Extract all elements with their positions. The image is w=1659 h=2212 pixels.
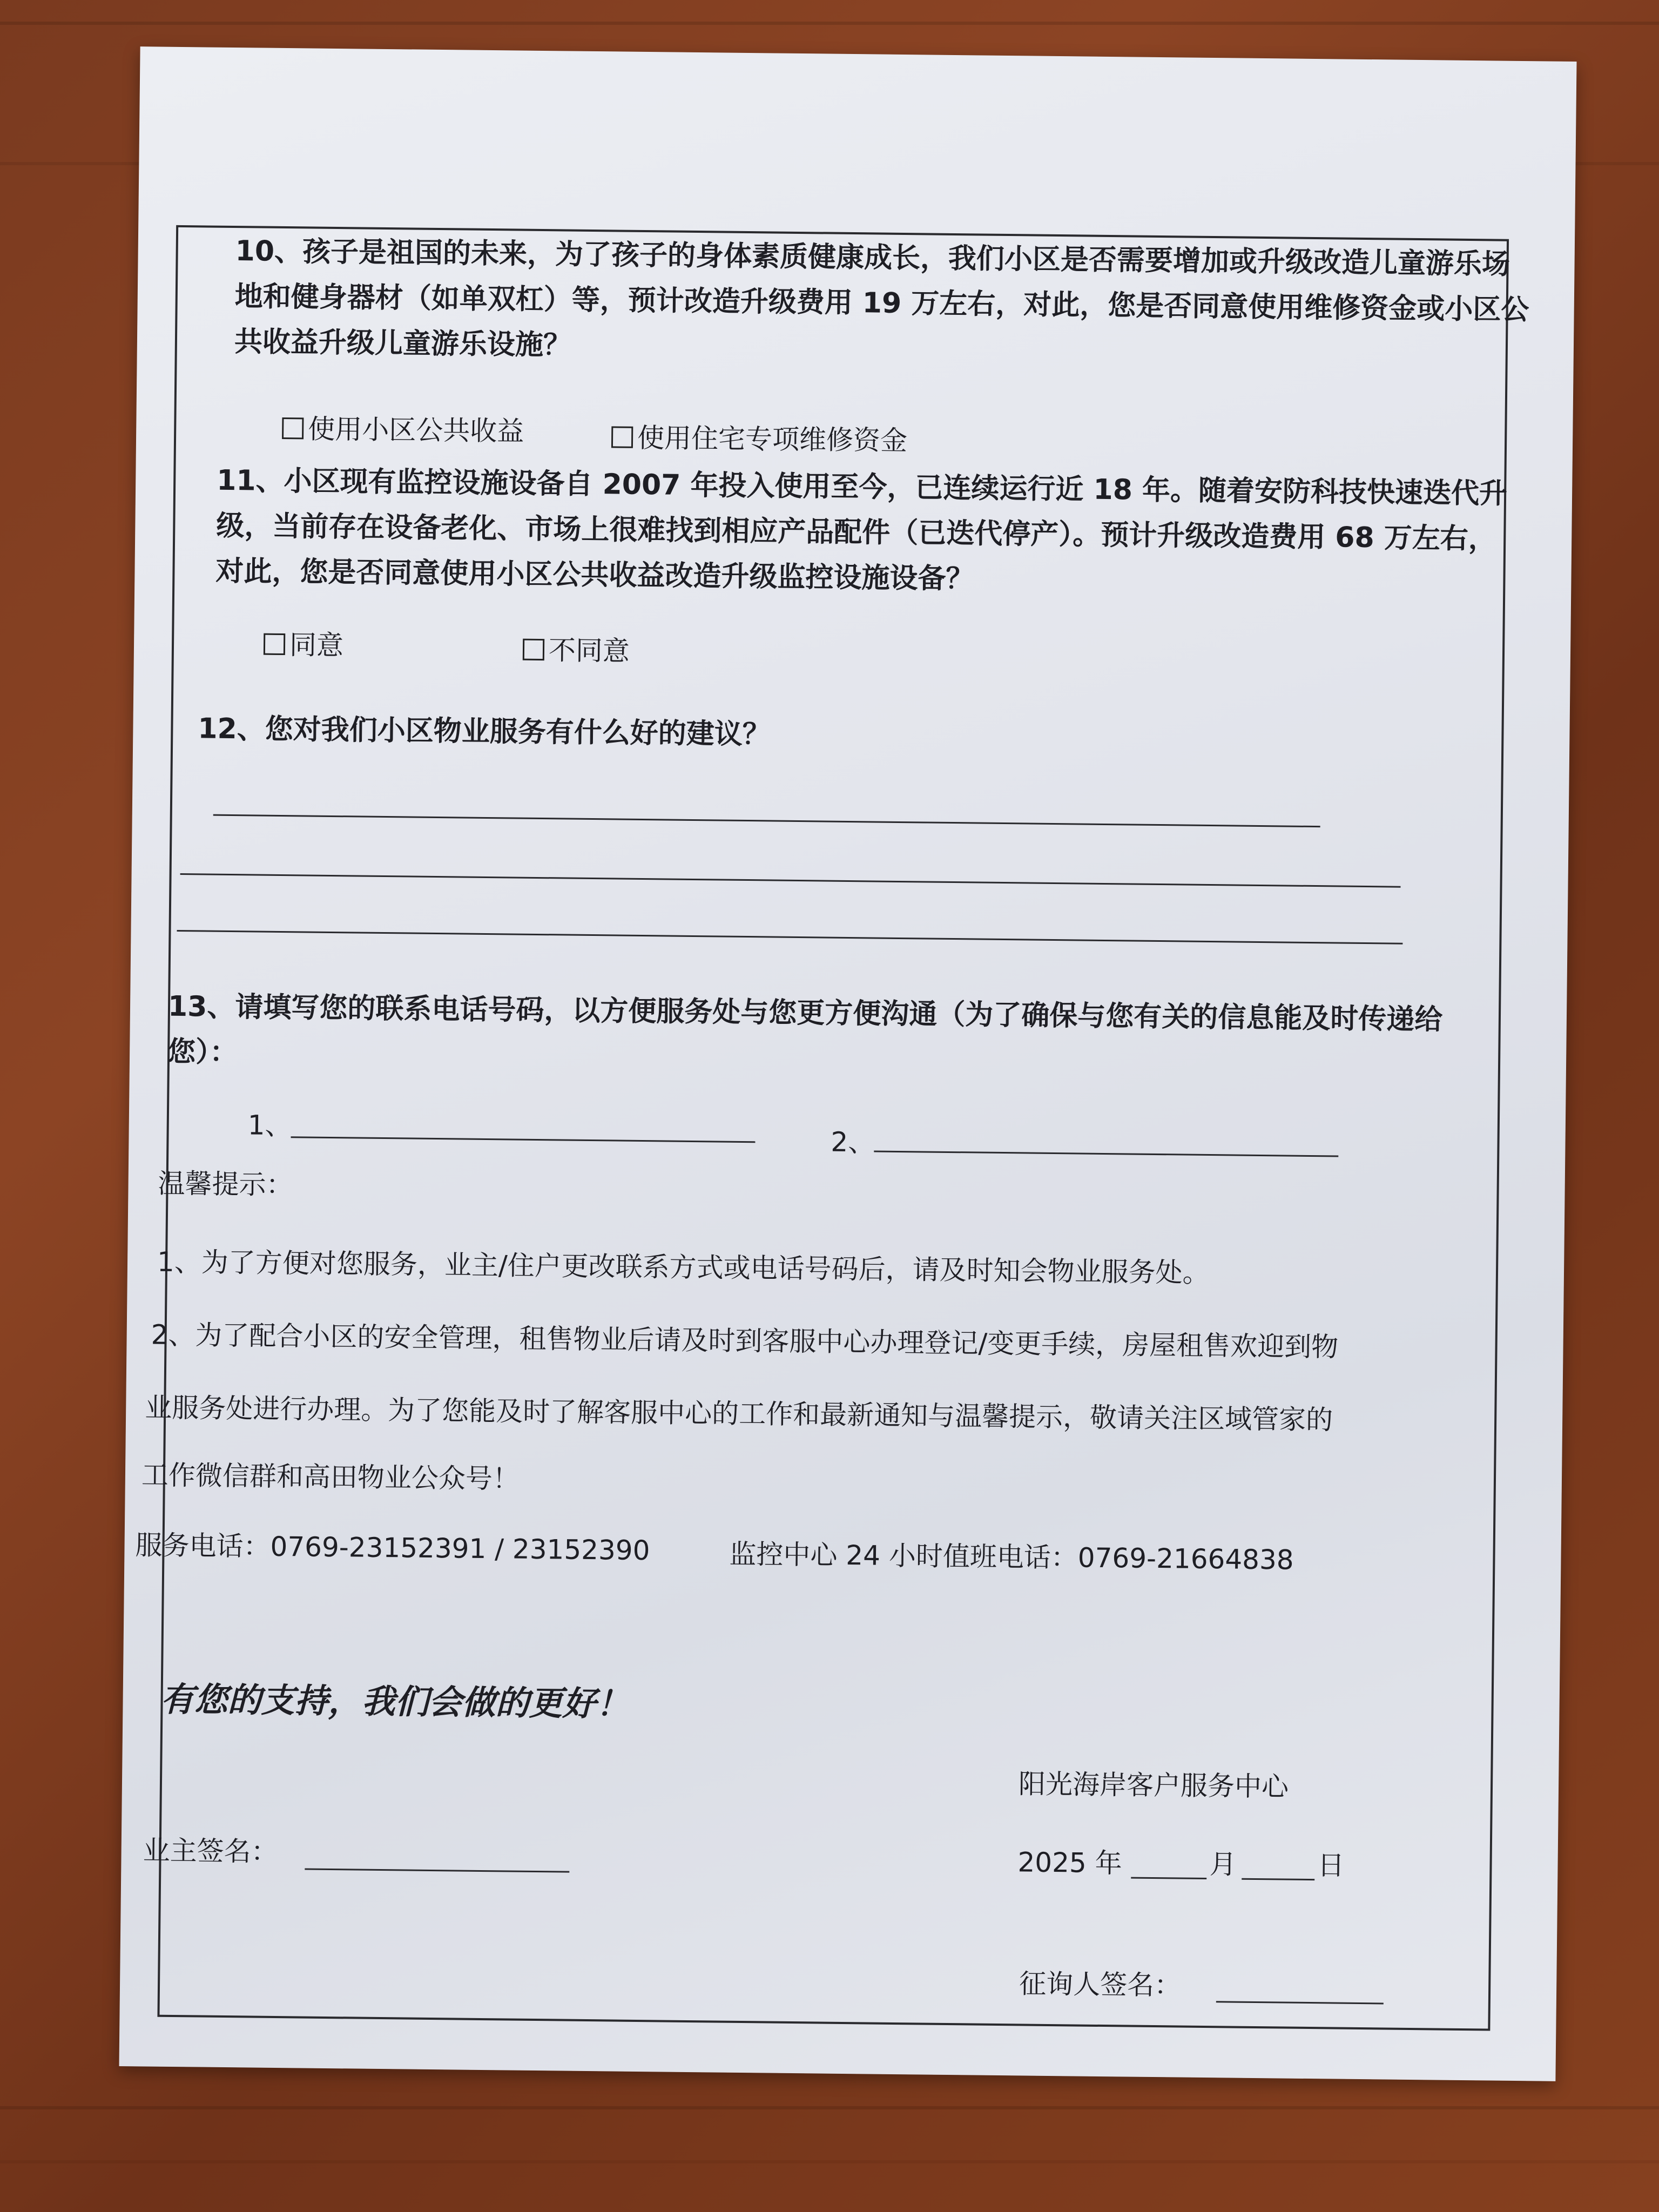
question-11: 11、小区现有监控设施设备自 2007 年投入使用至今，已连续运行近 18 年。随着安防科技快速迭代升级，当前存在设备老化、市场上很难找到相应产品配件（已迭代停产）。预计升级改造费用 68 万左右，对此，您是否同意使用小区公共收益改造升级监控设施设备？	[215, 464, 1508, 596]
q10-option-public-income[interactable]: 使用小区公共收益	[282, 407, 524, 449]
checkbox-icon[interactable]	[611, 426, 633, 448]
phone-2-label: 2、	[831, 1126, 875, 1158]
question-10: 10、孩子是祖国的未来，为了孩子的身体素质健康成长，我们小区是否需要增加或升级改造儿童游乐场地和健身器材（如单双杠）等，预计改造升级费用 19 万左右，对此，您是否同意使用维修资金或小区公共收益升级儿童游乐设施？	[234, 235, 1529, 362]
date-day: 日	[1317, 1850, 1345, 1881]
checkbox-icon[interactable]	[523, 639, 544, 660]
slogan: 有您的支持，我们会做的更好！	[160, 1679, 630, 1724]
inquirer-signature-label: 征询人签名：	[1019, 1968, 1182, 2001]
tip-2-line-1: 2、为了配合小区的安全管理，租售物业后请及时到客服中心办理登记/变更手续，房屋租售欢迎到物	[151, 1319, 1339, 1363]
tip-2-line-3: 工作微信群和高田物业公众号！	[141, 1459, 520, 1495]
owner-signature-label: 业主签名：	[143, 1835, 278, 1868]
q11-option-disagree[interactable]: 不同意	[523, 629, 630, 669]
monitor-phone: 监控中心 24 小时值班电话：0769-21664838	[729, 1538, 1294, 1576]
survey-paper	[119, 46, 1576, 2081]
question-12: 12、您对我们小区物业服务有什么好的建议？	[198, 712, 771, 751]
service-phone: 服务电话：0769-23152391 / 23152390	[135, 1529, 650, 1567]
tip-2-line-2: 业服务处进行办理。为了您能及时了解客服中心的工作和最新通知与温馨提示，敬请关注区域管家的	[144, 1392, 1333, 1436]
checkbox-icon[interactable]	[264, 633, 285, 655]
q10-option-maintenance-fund[interactable]: 使用住宅专项维修资金	[611, 416, 908, 458]
phone-1-label: 1、	[247, 1109, 292, 1142]
checkbox-icon[interactable]	[282, 417, 304, 439]
question-13: 13、请填写您的联系电话号码，以方便服务处与您更方便沟通（为了确保与您有关的信息能及时传递给您）：	[167, 990, 1443, 1069]
service-center-name: 阳光海岸客户服务中心	[1018, 1768, 1289, 1803]
tip-1: 1、为了方便对您服务，业主/住户更改联系方式或电话号码后，请及时知会物业服务处。	[157, 1246, 1210, 1289]
tips-title: 温馨提示：	[158, 1168, 293, 1201]
q11-option-agree[interactable]: 同意	[264, 623, 344, 663]
date-year: 2025 年	[1017, 1846, 1122, 1879]
date-month: 月	[1209, 1849, 1237, 1880]
